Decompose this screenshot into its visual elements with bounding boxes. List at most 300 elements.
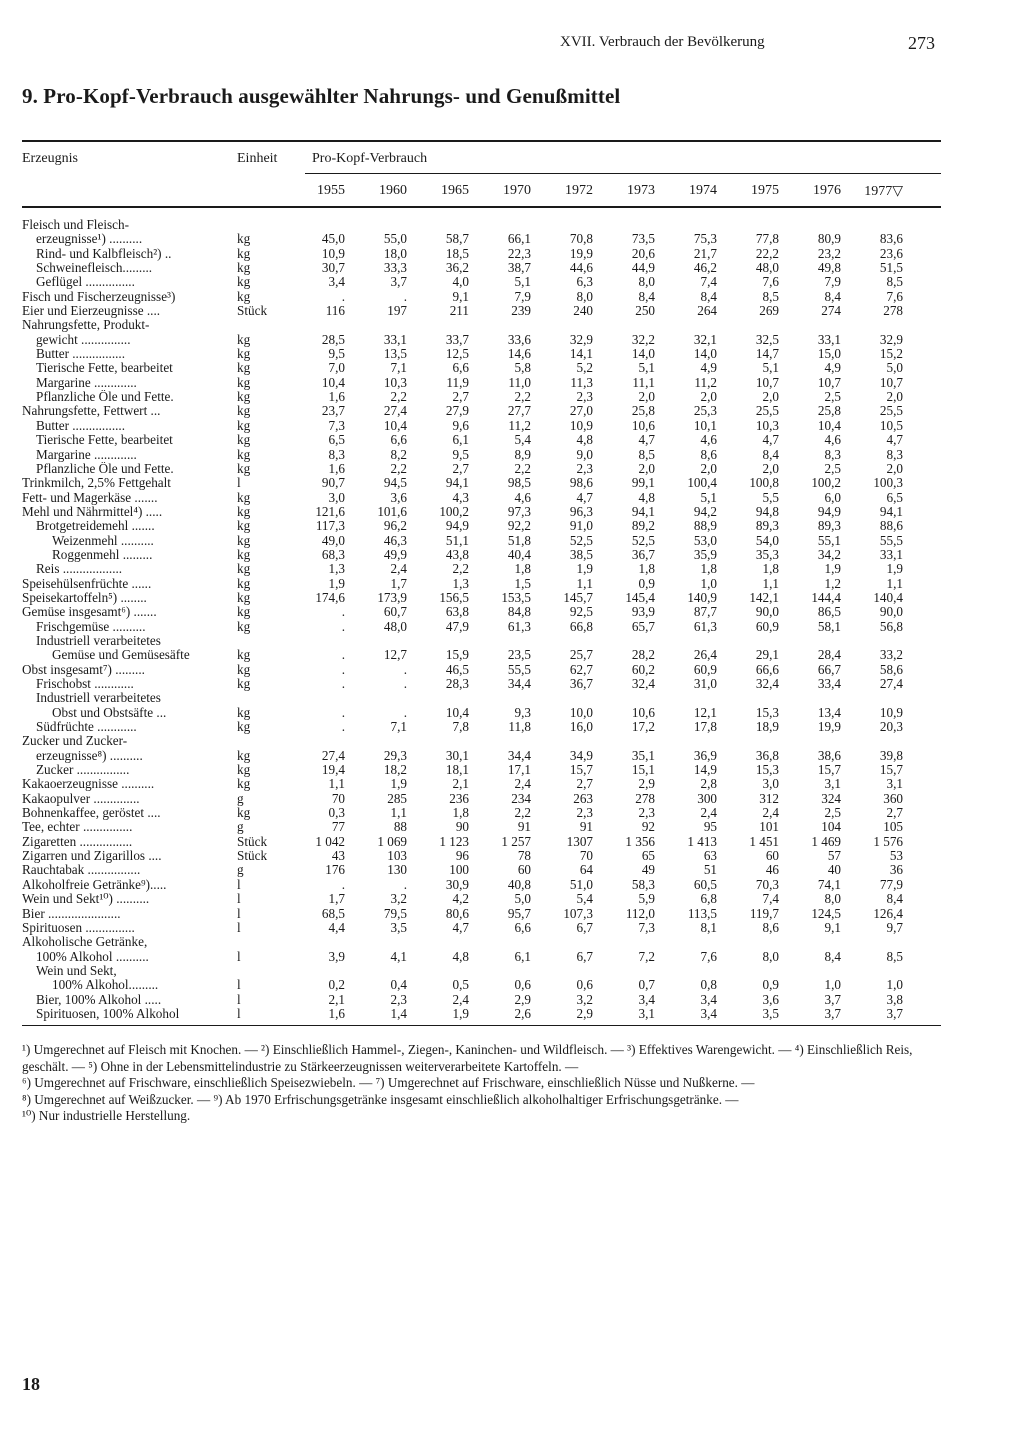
- row-value: 6,7: [576, 919, 593, 935]
- row-value: 33,7: [445, 331, 469, 347]
- row-value: 124,5: [811, 905, 841, 921]
- page-title: 9. Pro-Kopf-Verbrauch ausgewählter Nahrungs- und Genußmittel: [22, 84, 621, 108]
- row-value: 15,7: [569, 762, 593, 778]
- row-value: .: [341, 704, 345, 720]
- row-unit: l: [237, 977, 241, 993]
- table-row: [0, 577, 1024, 591]
- row-value: 6,7: [576, 948, 593, 964]
- row-value: 44,9: [631, 260, 655, 276]
- row-value: 77,8: [755, 231, 779, 247]
- row-value: 36,9: [693, 747, 717, 763]
- row-value: 2,3: [390, 991, 407, 1007]
- row-value: 8,3: [328, 446, 345, 462]
- row-value: 2,5: [824, 389, 841, 405]
- row-value: 1,8: [514, 561, 531, 577]
- row-label: Gemüse insgesamt⁶) .......: [22, 605, 157, 620]
- table-row: [0, 849, 1024, 863]
- row-value: 58,7: [445, 231, 469, 247]
- row-value: 10,7: [755, 374, 779, 390]
- year-header: 1974: [689, 183, 717, 198]
- table-row: [0, 921, 1024, 935]
- row-value: 197: [387, 303, 407, 319]
- table-row: [0, 663, 1024, 677]
- table-row: [0, 706, 1024, 720]
- row-value: 29,3: [383, 747, 407, 763]
- row-value: 89,3: [755, 518, 779, 534]
- table-row: [0, 534, 1024, 548]
- row-unit: kg: [237, 518, 251, 534]
- row-value: 2,0: [762, 460, 779, 476]
- row-value: 5,1: [700, 489, 717, 505]
- row-value: 8,0: [576, 288, 593, 304]
- row-value: 9,5: [328, 346, 345, 362]
- row-value: 107,3: [563, 905, 593, 921]
- row-label: Eier und Eierzeugnisse ....: [22, 304, 161, 319]
- row-value: 10,4: [383, 417, 407, 433]
- row-value: 2,2: [390, 460, 407, 476]
- year-header: 1976: [813, 183, 841, 198]
- row-value: 2,2: [514, 460, 531, 476]
- row-value: 77: [331, 819, 345, 835]
- row-unit: kg: [237, 460, 251, 476]
- row-value: 278: [635, 790, 655, 806]
- row-value: 70,8: [569, 231, 593, 247]
- row-value: 34,9: [569, 747, 593, 763]
- table-row: [0, 491, 1024, 505]
- row-value: 126,4: [873, 905, 903, 921]
- row-value: 2,7: [886, 805, 903, 821]
- row-value: 36,7: [631, 546, 655, 562]
- row-value: 174,6: [315, 589, 345, 605]
- row-unit: kg: [237, 676, 251, 691]
- row-value: 14,6: [507, 346, 531, 362]
- row-value: 116: [325, 303, 345, 319]
- row-value: 5,0: [886, 360, 903, 376]
- row-value: 3,4: [700, 1005, 717, 1021]
- row-value: 7,1: [390, 360, 407, 376]
- row-value: 2,9: [638, 776, 655, 792]
- table-row: [0, 634, 1024, 648]
- row-value: 49,8: [817, 260, 841, 276]
- row-value: 18,1: [445, 762, 469, 778]
- row-value: 46: [765, 862, 779, 878]
- row-value: 1,9: [328, 575, 345, 591]
- table-row: [0, 734, 1024, 748]
- row-value: 5,0: [514, 891, 531, 907]
- row-label: Industriell verarbeitetes: [36, 691, 161, 706]
- row-value: 153,5: [501, 589, 531, 605]
- row-value: 2,3: [576, 805, 593, 821]
- row-unit: kg: [237, 389, 251, 405]
- row-value: 16,0: [569, 719, 593, 735]
- row-value: 60: [765, 848, 779, 864]
- table-row: [0, 648, 1024, 662]
- row-value: 2,1: [452, 776, 469, 792]
- row-value: 3,0: [328, 489, 345, 505]
- row-value: 0,6: [576, 977, 593, 993]
- row-value: 73,5: [631, 231, 655, 247]
- row-value: 324: [821, 790, 841, 806]
- table-row: [0, 763, 1024, 777]
- row-value: 19,4: [321, 762, 345, 778]
- row-value: 70: [579, 848, 593, 864]
- row-value: 33,2: [879, 647, 903, 663]
- row-value: 27,4: [879, 676, 903, 691]
- row-value: 60,7: [383, 604, 407, 620]
- row-value: 240: [573, 303, 593, 319]
- row-value: 48,0: [755, 260, 779, 276]
- table-row: [0, 806, 1024, 820]
- row-label: Roggenmehl .........: [52, 547, 153, 562]
- row-value: 8,4: [700, 288, 717, 304]
- row-value: 8,6: [762, 919, 779, 935]
- row-value: 6,3: [576, 274, 593, 290]
- row-value: 2,4: [390, 561, 407, 577]
- row-label: Schweinefleisch.........: [36, 261, 153, 276]
- row-value: 3,7: [390, 274, 407, 290]
- row-label: Tierische Fette, bearbeitet: [36, 361, 173, 376]
- row-value: 7,0: [328, 360, 345, 376]
- row-unit: l: [237, 919, 241, 935]
- row-unit: kg: [237, 288, 251, 304]
- row-value: 1,1: [576, 575, 593, 591]
- row-unit: kg: [237, 532, 251, 548]
- row-value: 49: [641, 862, 655, 878]
- row-value: .: [403, 876, 407, 892]
- row-value: 11,9: [446, 374, 469, 390]
- row-value: 140,9: [687, 589, 717, 605]
- row-value: .: [341, 288, 345, 304]
- row-value: 33,1: [879, 546, 903, 562]
- row-value: 32,4: [755, 676, 779, 691]
- year-header: 1973: [627, 183, 655, 198]
- row-value: 43,8: [445, 546, 469, 562]
- row-unit: kg: [237, 274, 251, 290]
- row-value: 44,6: [569, 260, 593, 276]
- row-value: 94,9: [817, 503, 841, 519]
- page-number: 273: [908, 33, 935, 53]
- row-value: 4,7: [886, 432, 903, 448]
- row-value: 60,5: [693, 876, 717, 892]
- row-value: 1 123: [439, 833, 469, 849]
- row-value: 23,2: [817, 245, 841, 261]
- row-value: 4,8: [638, 489, 655, 505]
- row-value: 98,6: [569, 475, 593, 491]
- row-value: 2,0: [638, 389, 655, 405]
- page-signature: 18: [22, 1374, 40, 1394]
- row-value: 66,7: [817, 661, 841, 677]
- table-row: [0, 720, 1024, 734]
- row-value: 15,7: [879, 762, 903, 778]
- row-value: 10,1: [693, 417, 717, 433]
- row-value: 1,6: [328, 389, 345, 405]
- row-value: 1 469: [811, 833, 841, 849]
- row-value: 31,0: [693, 676, 717, 691]
- row-label: Wein und Sekt¹⁰) ..........: [22, 892, 150, 907]
- row-value: 2,4: [452, 991, 469, 1007]
- row-value: 6,5: [886, 489, 903, 505]
- row-value: 1 576: [873, 833, 903, 849]
- row-value: 53: [889, 848, 903, 864]
- row-label: Spirituosen, 100% Alkohol: [36, 1006, 180, 1021]
- row-value: 1,1: [762, 575, 779, 591]
- row-value: .: [341, 661, 345, 677]
- row-unit: kg: [237, 776, 251, 792]
- row-value: 35,3: [755, 546, 779, 562]
- row-label: Mehl und Nährmittel⁴) .....: [22, 504, 163, 519]
- row-value: 0,5: [452, 977, 469, 993]
- row-value: 21,7: [693, 245, 717, 261]
- row-value: 4,3: [452, 489, 469, 505]
- row-value: 90,0: [755, 604, 779, 620]
- row-value: 34,2: [817, 546, 841, 562]
- row-unit: g: [237, 819, 244, 835]
- row-value: 80,9: [817, 231, 841, 247]
- row-unit: g: [237, 862, 244, 878]
- row-value: 278: [883, 303, 903, 319]
- row-value: 18,9: [755, 719, 779, 735]
- row-value: 10,0: [569, 704, 593, 720]
- row-value: 2,0: [886, 460, 903, 476]
- row-value: .: [341, 876, 345, 892]
- row-value: 2,4: [700, 805, 717, 821]
- row-value: 1,4: [390, 1005, 407, 1021]
- row-unit: kg: [237, 346, 251, 362]
- row-value: 211: [449, 303, 469, 319]
- row-value: 23,6: [879, 245, 903, 261]
- row-unit: kg: [237, 805, 251, 821]
- row-value: 6,5: [328, 432, 345, 448]
- row-value: 2,7: [452, 460, 469, 476]
- row-value: 15,0: [817, 346, 841, 362]
- row-value: 63: [703, 848, 717, 864]
- row-unit: Stück: [237, 848, 268, 864]
- row-value: 8,4: [824, 288, 841, 304]
- row-value: 96,3: [569, 503, 593, 519]
- row-unit: kg: [237, 245, 251, 261]
- row-value: 99,1: [631, 475, 655, 491]
- row-value: 4,7: [452, 919, 469, 935]
- row-value: 14,9: [693, 762, 717, 778]
- row-value: 78: [517, 848, 531, 864]
- row-value: 9,3: [514, 704, 531, 720]
- row-value: 145,4: [625, 589, 655, 605]
- row-value: 0,7: [638, 977, 655, 993]
- row-value: 70: [331, 790, 345, 806]
- row-value: 119,7: [749, 905, 779, 921]
- row-value: 35,1: [631, 747, 655, 763]
- row-value: 11,8: [508, 719, 531, 735]
- row-label: Obst und Obstsäfte ...: [52, 705, 167, 720]
- row-value: 10,4: [445, 704, 469, 720]
- row-unit: kg: [237, 446, 251, 462]
- row-value: 20,6: [631, 245, 655, 261]
- row-value: 9,6: [452, 417, 469, 433]
- row-value: 140,4: [873, 589, 903, 605]
- row-value: 46,2: [693, 260, 717, 276]
- row-value: 32,5: [755, 331, 779, 347]
- row-value: 1,3: [452, 575, 469, 591]
- row-value: 54,0: [755, 532, 779, 548]
- row-value: 8,2: [390, 446, 407, 462]
- row-value: 33,1: [383, 331, 407, 347]
- row-value: 113,5: [687, 905, 717, 921]
- row-unit: l: [237, 948, 241, 964]
- row-value: 30,1: [445, 747, 469, 763]
- table-row: [0, 505, 1024, 519]
- row-value: 8,5: [886, 948, 903, 964]
- row-value: 7,6: [762, 274, 779, 290]
- row-value: 1,9: [452, 1005, 469, 1021]
- year-header: 1977▽: [864, 184, 903, 199]
- row-value: 1 069: [377, 833, 407, 849]
- row-value: 2,0: [762, 389, 779, 405]
- row-value: 7,9: [514, 288, 531, 304]
- table-row: [0, 462, 1024, 476]
- row-value: 6,1: [452, 432, 469, 448]
- row-value: 58,3: [631, 876, 655, 892]
- row-value: 0,4: [390, 977, 407, 993]
- row-value: 27,4: [383, 403, 407, 419]
- row-value: 7,2: [638, 948, 655, 964]
- table-row: [0, 935, 1024, 949]
- row-value: 10,4: [817, 417, 841, 433]
- col-header-group: Pro-Kopf-Verbrauch: [312, 151, 428, 166]
- row-value: 2,2: [452, 561, 469, 577]
- row-label: 100% Alkohol ..........: [36, 949, 149, 964]
- row-value: 95: [703, 819, 717, 835]
- table-row: [0, 978, 1024, 992]
- table-row: [0, 232, 1024, 246]
- row-value: 11,2: [508, 417, 531, 433]
- row-value: 57: [827, 848, 841, 864]
- row-value: 28,4: [817, 647, 841, 663]
- row-value: 5,4: [576, 891, 593, 907]
- row-label: Nahrungsfette, Produkt-: [22, 318, 150, 333]
- row-value: 94,8: [755, 503, 779, 519]
- row-value: 25,8: [631, 403, 655, 419]
- row-value: 7,8: [452, 719, 469, 735]
- row-value: 10,3: [383, 374, 407, 390]
- row-value: 36: [889, 862, 903, 878]
- row-value: 1307: [566, 833, 593, 849]
- table-row: [0, 376, 1024, 390]
- row-label: Speisehülsenfrüchte ......: [22, 576, 152, 591]
- row-value: 3,4: [700, 991, 717, 1007]
- row-label: Kakaoerzeugnisse ..........: [22, 777, 155, 792]
- row-value: 1,7: [390, 575, 407, 591]
- row-unit: g: [237, 790, 244, 806]
- row-unit: kg: [237, 661, 251, 677]
- row-value: 264: [697, 303, 717, 319]
- year-header: 1955: [317, 183, 345, 198]
- row-value: 7,6: [700, 948, 717, 964]
- table-row: [0, 218, 1024, 232]
- row-value: 28,5: [321, 331, 345, 347]
- row-value: 55,5: [507, 661, 531, 677]
- row-label: Butter ................: [36, 347, 126, 362]
- row-value: 15,3: [755, 704, 779, 720]
- row-value: 4,0: [452, 274, 469, 290]
- row-value: 43: [331, 848, 345, 864]
- row-value: 91,0: [569, 518, 593, 534]
- row-unit: l: [237, 876, 241, 892]
- row-value: 100,3: [873, 475, 903, 491]
- row-value: 2,2: [390, 389, 407, 405]
- row-label: Tierische Fette, bearbeitet: [36, 433, 173, 448]
- row-value: 94,1: [631, 503, 655, 519]
- row-value: 2,0: [638, 460, 655, 476]
- row-value: 3,5: [390, 919, 407, 935]
- row-value: 3,0: [762, 776, 779, 792]
- row-value: 8,0: [638, 274, 655, 290]
- row-value: 96: [455, 848, 469, 864]
- row-unit: kg: [237, 575, 251, 591]
- row-label: erzeugnisse¹) ..........: [36, 232, 143, 247]
- row-value: 8,5: [886, 274, 903, 290]
- row-value: 300: [697, 790, 717, 806]
- row-value: 49,9: [383, 546, 407, 562]
- row-label: Nahrungsfette, Fettwert ...: [22, 404, 161, 419]
- row-value: 66,8: [569, 618, 593, 634]
- row-value: 2,9: [576, 1005, 593, 1021]
- table-row: [0, 304, 1024, 318]
- table-row: [0, 792, 1024, 806]
- row-value: .: [341, 647, 345, 663]
- row-value: 0,8: [700, 977, 717, 993]
- row-value: 4,7: [638, 432, 655, 448]
- row-value: 15,2: [879, 346, 903, 362]
- row-value: 46,5: [445, 661, 469, 677]
- row-value: 8,0: [762, 948, 779, 964]
- row-value: 64: [579, 862, 593, 878]
- row-value: 55,0: [383, 231, 407, 247]
- table-row: [0, 777, 1024, 791]
- table-row: [0, 562, 1024, 576]
- row-value: 34,4: [507, 747, 531, 763]
- row-value: .: [341, 604, 345, 620]
- row-value: 234: [511, 790, 531, 806]
- row-value: 4,8: [452, 948, 469, 964]
- row-value: 61,3: [507, 618, 531, 634]
- row-value: 11,0: [508, 374, 531, 390]
- row-value: 51,1: [445, 532, 469, 548]
- row-value: 95,7: [507, 905, 531, 921]
- row-value: 1,6: [328, 460, 345, 476]
- row-value: 29,1: [755, 647, 779, 663]
- row-label: Rind- und Kalbfleisch²) ..: [36, 246, 172, 261]
- table-row: [0, 333, 1024, 347]
- row-value: 9,1: [824, 919, 841, 935]
- row-value: 27,0: [569, 403, 593, 419]
- row-value: 60: [517, 862, 531, 878]
- row-value: 86,5: [817, 604, 841, 620]
- row-value: 10,5: [879, 417, 903, 433]
- row-value: 101: [759, 819, 779, 835]
- row-label: Tee, echter ...............: [22, 820, 133, 835]
- row-value: 6,6: [452, 360, 469, 376]
- row-unit: Stück: [237, 303, 268, 319]
- row-value: 25,5: [879, 403, 903, 419]
- row-value: 28,2: [631, 647, 655, 663]
- row-unit: kg: [237, 546, 251, 562]
- year-header: 1975: [751, 183, 779, 198]
- row-value: 7,9: [824, 274, 841, 290]
- row-value: 144,4: [811, 589, 841, 605]
- row-value: 51,0: [569, 876, 593, 892]
- row-value: 2,8: [700, 776, 717, 792]
- data-rows: [0, 218, 1024, 1021]
